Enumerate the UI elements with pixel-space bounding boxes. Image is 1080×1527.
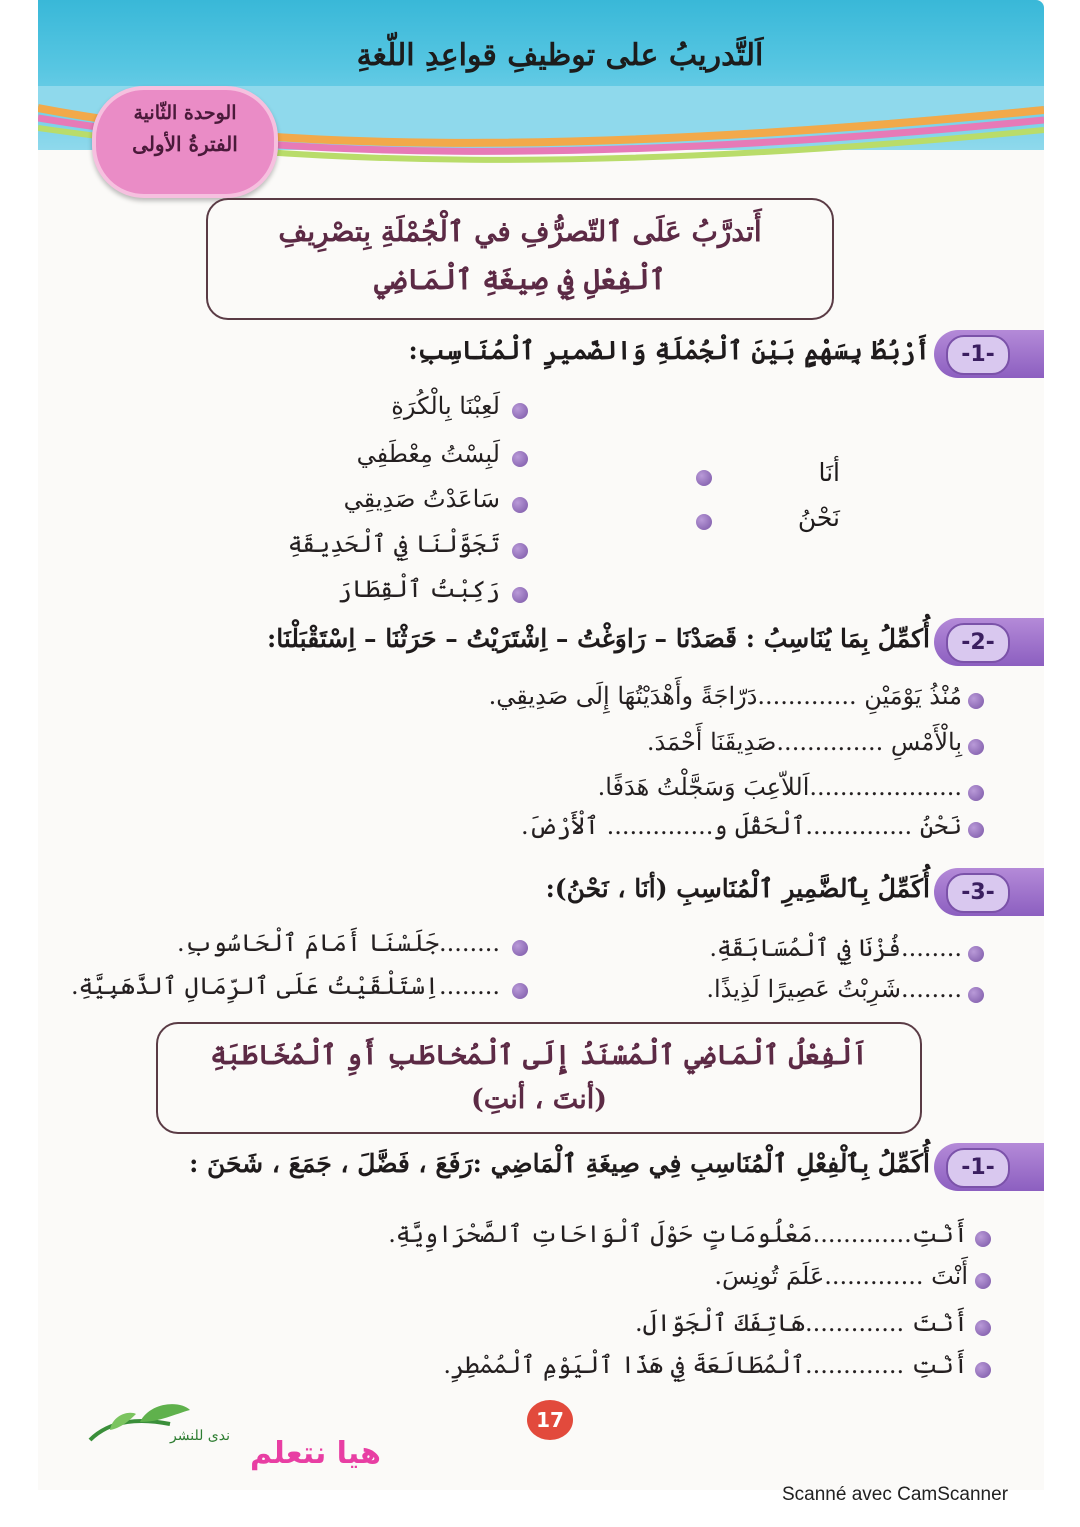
exercise-instruction: أُكَمِّلُ بِٱلضَّمِيرِ ٱلْمُنَاسِبِ (أنَا ، نَحْنُ): [545, 874, 930, 903]
bullet-icon [696, 514, 712, 530]
exercise-instruction: أُكمِّلُ بِمَا يُنَاسِبُ : قَصَدْنَا – رَاوَغْتُ – اِشْتَرَيْتُ – حَرَثْنَا – اِسْتَقْبَلْنَا: [267, 624, 930, 653]
lesson-title-line2: ٱلْفِعْلِ فِي صِيغَةِ ٱلْمَاضِي [374, 263, 666, 296]
unit-badge [92, 86, 278, 198]
fill-line: بِالْأَمْسِ ..............صَدِيقَنَا أَحْمَدَ. [646, 728, 962, 756]
bullet-icon [975, 1231, 991, 1247]
page-title: اَلتَّدريبُ على توظيفِ قواعِدِ اللّغةِ [356, 38, 764, 73]
fill-line: ........جَلَسْنَا أَمَامَ ٱلْحَاسُوبِ. [177, 929, 500, 957]
slogan-text: هيا نتعلم [250, 1436, 381, 1471]
bullet-icon [968, 739, 984, 755]
publisher-name: ندى للنشر [170, 1428, 230, 1444]
match-sentence: تَجَوَّلْنَا فِي ٱلْحَدِيقَةِ [287, 530, 500, 558]
lesson-title-line2: (أنتَ ، أنتِ) [470, 1084, 608, 1115]
bullet-icon [975, 1273, 991, 1289]
fill-line: ........اِسْتَلْقَيْتُ عَلَى ٱلرِّمَالِ ٱلذَّهَبِيَّةِ. [70, 972, 500, 1000]
bullet-icon [512, 543, 528, 559]
bullet-icon [968, 693, 984, 709]
lesson-title-line1: أَتدرَّبُ عَلَى ٱلتّصرُّفِ في ٱلْجُمْلَةِ بِتصْرِيفِ [278, 215, 762, 248]
fill-line: أَنْتَ .............هَاتِفَكَ ٱلْجَوّالَ. [635, 1309, 968, 1337]
bullet-icon [975, 1362, 991, 1378]
lesson-title-box [206, 198, 834, 320]
fill-line: أَنْتَ .............عَلَمَ تُونِسَ. [714, 1262, 968, 1290]
bullet-icon [512, 587, 528, 603]
bullet-icon [968, 822, 984, 838]
pronoun-option: نَحْنُ [797, 503, 840, 532]
fill-line: ....................اَللاّعِبَ وَسَجَّلْتُ هَدَفًا. [597, 773, 962, 801]
fill-line: ........شَرِبْتُ عَصِيرًا لَذِيذًا. [706, 975, 962, 1003]
fill-line: أَنْتِ .............ٱلْمُطَالَعَةَ فِي هَذَا ٱلْيَوْمِ ٱلْمُمْطِرِ. [443, 1351, 968, 1379]
unit-label: الوحدة الثّانية [133, 102, 237, 124]
match-sentence: سَاعَدْتُ صَدِيقِي [343, 485, 500, 513]
bullet-icon [512, 983, 528, 999]
exercise-number: -3- [946, 873, 1010, 913]
exercise-instruction: أُكَمِّلُ بِٱلْفِعْلِ ٱلْمُنَاسِبِ فِي صِيغَةِ ٱلْمَاضِي :رَفَعَ ، فَضَّلَ ، جَمَعَ ، شَحَنَ : [189, 1149, 930, 1178]
fill-line: مُنْذُ يَوْمَيْنِ .............دَرّاجَةً وأَهْدَيْتُهَا إِلَى صَدِيقِي. [488, 682, 962, 710]
fill-line: ........فُزْنَا فِي ٱلْمُسَابَقَةِ. [709, 934, 962, 962]
period-label: الفترةُ الأولى [132, 132, 238, 156]
lesson-title-box [156, 1022, 922, 1134]
bullet-icon [512, 940, 528, 956]
bullet-icon [512, 451, 528, 467]
scanner-watermark: Scanné avec CamScanner [782, 1484, 1009, 1505]
fill-line: نَحْنُ ..............ٱلْحَقْلَ و.............. ٱلْأَرْضَ. [521, 812, 962, 840]
bullet-icon [968, 946, 984, 962]
bullet-icon [696, 470, 712, 486]
match-sentence: لَبِسْتُ مِعْطَفِي [356, 440, 500, 468]
exercise-instruction: أَرْبُطُ بِسَهْمٍ بَيْنَ ٱلْجُمْلَةِ وَالضّميرِ ٱلْمُنَاسِبِ: [408, 336, 930, 365]
bullet-icon [968, 785, 984, 801]
bullet-icon [512, 403, 528, 419]
match-sentence: لَعِبْنَا بِالْكُرَةِ [391, 392, 500, 420]
exercise-number: -1- [946, 1148, 1010, 1188]
bullet-icon [975, 1320, 991, 1336]
page-number: 17 [527, 1400, 573, 1440]
bullet-icon [512, 497, 528, 513]
exercise-number: -1- [946, 335, 1010, 375]
fill-line: أَنْتِ.............مَعْلُومَاتٍ حَوْلَ ٱلْوَاحَاتِ ٱلصَّحْرَاوِيَّةِ. [388, 1220, 968, 1248]
pronoun-option: أنَا [818, 458, 840, 487]
exercise-number: -2- [946, 623, 1010, 663]
lesson-title-line1: اَلْفِعْلُ ٱلْمَاضِي ٱلْمُسْنَدُ إِلَى ٱلْمُخاطَبِ أَوِ ٱلْمُخَاطَبَةِ [210, 1040, 868, 1071]
match-sentence: رَكِبْتُ ٱلْقِطَارَ [337, 575, 500, 603]
bullet-icon [968, 987, 984, 1003]
